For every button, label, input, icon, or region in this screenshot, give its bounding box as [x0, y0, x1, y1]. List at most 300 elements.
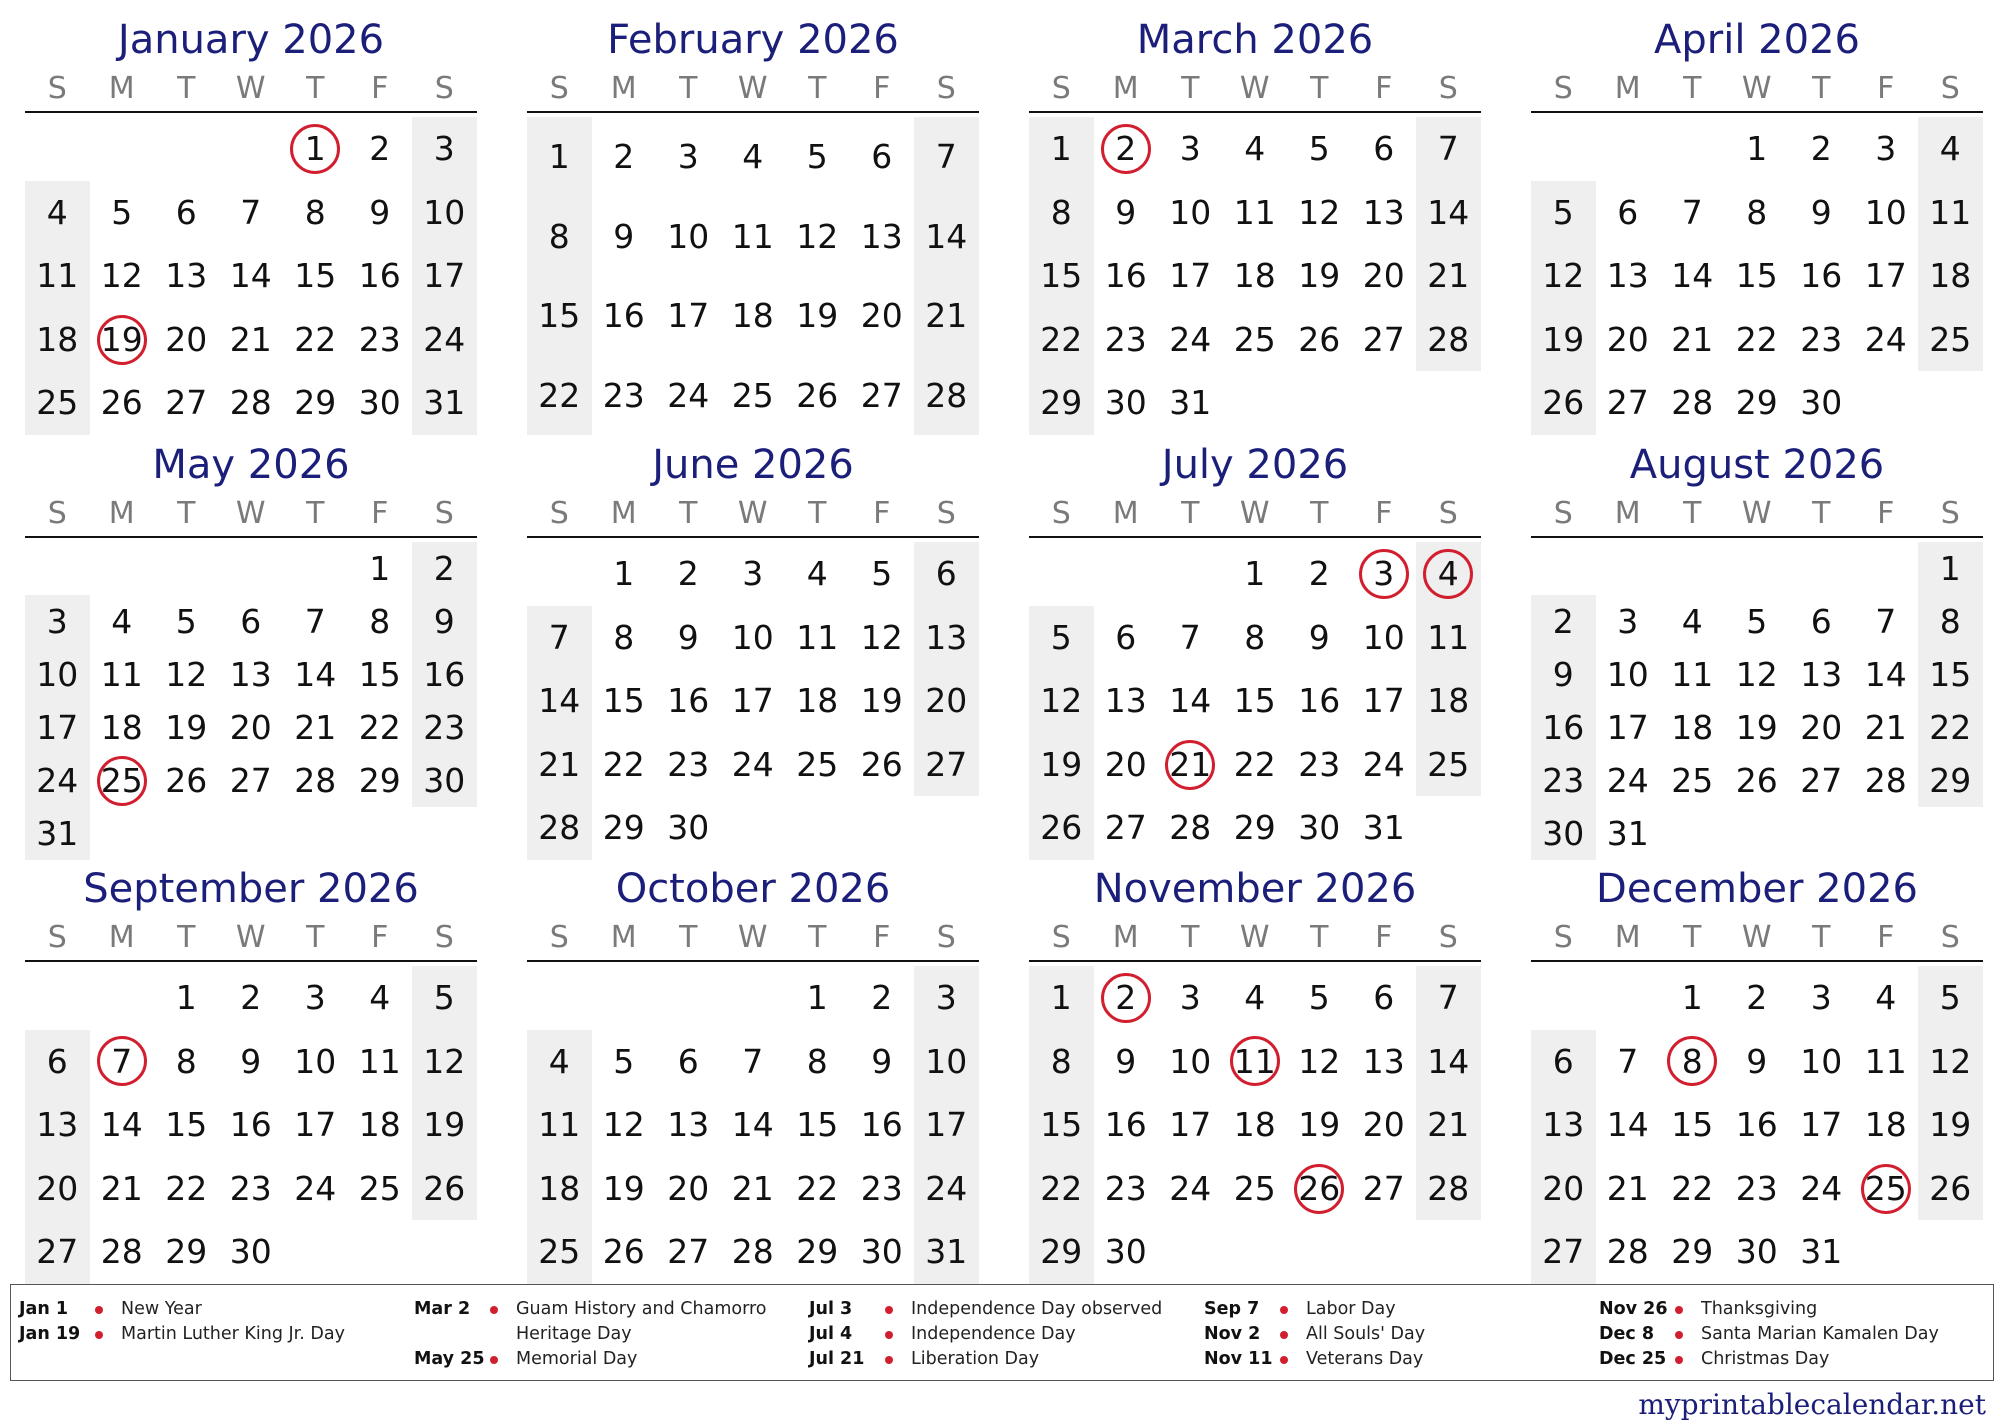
day-cell: 29 — [602, 808, 645, 848]
day-cell: 12 — [1298, 1041, 1341, 1081]
legend-bullet-icon — [1280, 1331, 1288, 1339]
day-cell: 26 — [796, 375, 839, 415]
header-divider — [1029, 111, 1481, 113]
day-cell: 11 — [1427, 617, 1470, 657]
weekday-header: T — [1683, 920, 1702, 955]
day-cell: 25 — [1671, 761, 1714, 800]
day-cell: 30 — [1735, 1232, 1778, 1272]
weekday-header-row — [527, 71, 979, 107]
day-cell: 11 — [1864, 1041, 1907, 1081]
weekday-header: S — [1940, 71, 1960, 106]
day-cell: 1 — [548, 137, 570, 176]
day-cell: 18 — [731, 296, 774, 335]
weekday-header: T — [1310, 496, 1329, 531]
day-cell: 10 — [1169, 192, 1212, 232]
day-cell: 30 — [1104, 1232, 1147, 1272]
weekday-header: F — [873, 496, 891, 531]
legend-date: May 25 — [414, 1349, 485, 1369]
day-cell: 20 — [1542, 1168, 1585, 1208]
day-cell: 16 — [1800, 256, 1843, 296]
day-cell: 15 — [796, 1105, 839, 1145]
day-cell: 29 — [1929, 761, 1972, 800]
day-cell: 26 — [1040, 808, 1083, 848]
day-cell: 19 — [100, 319, 143, 359]
month-title: February 2026 — [607, 17, 899, 63]
day-cell: 5 — [806, 137, 828, 176]
day-cell: 7 — [111, 1041, 133, 1081]
day-cell: 24 — [423, 319, 466, 359]
day-cell: 30 — [667, 808, 710, 848]
weekday-header: F — [371, 71, 389, 106]
day-cell: 13 — [860, 216, 903, 256]
weekday-header: F — [1877, 71, 1895, 106]
day-cell: 17 — [1169, 256, 1212, 296]
day-cell: 10 — [423, 192, 466, 232]
day-cell: 14 — [1671, 256, 1714, 296]
legend-holiday-name: Independence Day — [911, 1324, 1076, 1344]
day-cell: 9 — [240, 1041, 262, 1081]
day-cell: 20 — [1362, 256, 1405, 296]
day-cell: 7 — [548, 617, 570, 657]
day-cell: 22 — [1735, 319, 1778, 359]
day-cell: 25 — [100, 761, 143, 800]
day-cell: 12 — [100, 256, 143, 296]
day-cell: 16 — [602, 296, 645, 335]
weekday-header: S — [549, 71, 569, 106]
day-cell: 11 — [1233, 192, 1276, 232]
day-cell: 10 — [1606, 655, 1649, 694]
legend-holiday-name: Santa Marian Kamalen Day — [1701, 1324, 1939, 1344]
day-cell: 29 — [165, 1232, 208, 1272]
holiday-legend — [10, 1284, 1994, 1381]
day-cell: 6 — [240, 602, 262, 641]
day-cell: 22 — [1671, 1168, 1714, 1208]
day-cell: 19 — [165, 708, 208, 747]
day-cell: 28 — [1671, 383, 1714, 423]
day-cell: 8 — [369, 602, 391, 641]
day-cell: 4 — [369, 978, 391, 1017]
day-cell: 21 — [925, 296, 968, 335]
legend-date: Dec 25 — [1599, 1349, 1667, 1369]
day-cell: 3 — [46, 602, 68, 641]
legend-date: Jul 3 — [809, 1299, 853, 1319]
day-cell: 5 — [111, 192, 133, 232]
day-cell: 24 — [1169, 1168, 1212, 1208]
day-cell: 6 — [1115, 617, 1137, 657]
legend-bullet-icon — [1675, 1356, 1683, 1364]
weekday-header: T — [1812, 71, 1831, 106]
month-block — [1531, 15, 1983, 435]
header-divider — [1531, 960, 1983, 962]
day-cell: 18 — [1671, 708, 1714, 747]
day-cell: 9 — [1115, 192, 1137, 232]
day-cell: 8 — [548, 216, 570, 256]
day-cell: 2 — [1115, 129, 1137, 168]
day-cell: 13 — [36, 1105, 79, 1145]
day-cell: 23 — [602, 375, 645, 415]
weekday-header: S — [936, 920, 956, 955]
legend-bullet-icon — [1280, 1356, 1288, 1364]
day-cell: 25 — [796, 744, 839, 784]
day-cell: 7 — [1437, 978, 1459, 1017]
legend-holiday-name: Memorial Day — [516, 1349, 638, 1369]
day-cell: 22 — [165, 1168, 208, 1208]
day-cell: 26 — [1929, 1168, 1972, 1208]
day-cell: 23 — [358, 319, 401, 359]
day-cell: 29 — [358, 761, 401, 800]
day-cell: 26 — [1735, 761, 1778, 800]
weekday-header: M — [1614, 496, 1641, 531]
day-cell: 28 — [1606, 1232, 1649, 1272]
day-cell: 13 — [1606, 256, 1649, 296]
day-cell: 18 — [1864, 1105, 1907, 1145]
month-title: July 2026 — [1161, 442, 1349, 488]
weekday-header: M — [1614, 71, 1641, 106]
day-cell: 3 — [1617, 602, 1639, 641]
day-cell: 31 — [925, 1232, 968, 1272]
day-cell: 4 — [46, 192, 68, 232]
legend-bullet-icon — [490, 1306, 498, 1314]
day-cell: 2 — [1115, 978, 1137, 1017]
weekday-header: M — [610, 920, 637, 955]
day-cell: 2 — [1810, 129, 1832, 168]
day-cell: 24 — [731, 744, 774, 784]
day-cell: 1 — [1746, 129, 1768, 168]
day-cell: 24 — [1800, 1168, 1843, 1208]
day-cell: 30 — [1298, 808, 1341, 848]
day-cell: 17 — [1169, 1105, 1212, 1145]
day-cell: 23 — [1104, 1168, 1147, 1208]
header-divider — [527, 536, 979, 538]
weekday-header: S — [1051, 71, 1071, 106]
weekday-header-row — [25, 71, 477, 107]
day-cell: 13 — [1362, 1041, 1405, 1081]
weekday-header: S — [1553, 920, 1573, 955]
day-cell: 28 — [229, 383, 272, 423]
legend-date: Jul 21 — [809, 1349, 865, 1369]
day-cell: 3 — [433, 129, 455, 168]
weekday-header: W — [737, 920, 768, 955]
weekday-header: S — [434, 71, 454, 106]
weekday-header: S — [1051, 496, 1071, 531]
day-cell: 25 — [731, 375, 774, 415]
day-cell: 6 — [1617, 192, 1639, 232]
day-cell: 10 — [731, 617, 774, 657]
legend-date: Nov 11 — [1204, 1349, 1273, 1369]
day-cell: 19 — [1040, 744, 1083, 784]
month-block — [527, 440, 979, 860]
day-cell: 1 — [1681, 978, 1703, 1017]
weekday-header-row — [527, 496, 979, 532]
weekday-header: S — [1553, 71, 1573, 106]
site-brand[interactable]: myprintablecalendar.net — [1638, 1388, 1986, 1421]
weekday-header: T — [1812, 496, 1831, 531]
day-cell: 26 — [100, 383, 143, 423]
weekday-header-row — [1531, 920, 1983, 956]
day-cell: 28 — [731, 1232, 774, 1272]
day-cell: 10 — [1864, 192, 1907, 232]
day-cell: 15 — [1040, 256, 1083, 296]
month-block — [527, 864, 979, 1284]
weekday-header: W — [235, 920, 266, 955]
day-cell: 8 — [1050, 192, 1072, 232]
legend-holiday-name: Liberation Day — [911, 1349, 1040, 1369]
day-cell: 15 — [165, 1105, 208, 1145]
day-cell: 2 — [613, 137, 635, 176]
day-cell: 8 — [806, 1041, 828, 1081]
month-block — [1531, 864, 1983, 1284]
legend-bullet-icon — [95, 1306, 103, 1314]
day-cell: 21 — [1864, 708, 1907, 747]
weekday-header: F — [1877, 920, 1895, 955]
weekday-header: S — [434, 496, 454, 531]
weekday-header: M — [1614, 920, 1641, 955]
day-cell: 18 — [1427, 681, 1470, 721]
weekday-header: M — [1112, 920, 1139, 955]
day-cell: 7 — [935, 137, 957, 176]
day-cell: 30 — [358, 383, 401, 423]
day-cell: 24 — [36, 761, 79, 800]
day-cell: 20 — [1800, 708, 1843, 747]
month-block — [1531, 440, 1983, 860]
day-cell: 25 — [538, 1232, 581, 1272]
day-cell: 13 — [667, 1105, 710, 1145]
weekday-header: W — [1741, 496, 1772, 531]
weekday-header-row — [1029, 71, 1481, 107]
weekday-header-row — [25, 920, 477, 956]
legend-bullet-icon — [1675, 1306, 1683, 1314]
day-cell: 15 — [1040, 1105, 1083, 1145]
day-cell: 11 — [358, 1041, 401, 1081]
header-divider — [1531, 111, 1983, 113]
day-cell: 27 — [1800, 761, 1843, 800]
weekday-header: T — [306, 496, 325, 531]
weekday-header: S — [434, 920, 454, 955]
day-cell: 28 — [1169, 808, 1212, 848]
weekday-header: M — [108, 496, 135, 531]
weekday-header: F — [371, 496, 389, 531]
day-cell: 4 — [111, 602, 133, 641]
weekday-header: S — [1940, 496, 1960, 531]
day-cell: 30 — [423, 761, 466, 800]
day-cell: 1 — [1244, 554, 1266, 593]
weekday-header: S — [1940, 920, 1960, 955]
day-cell: 12 — [860, 617, 903, 657]
day-cell: 2 — [677, 554, 699, 593]
day-cell: 23 — [1800, 319, 1843, 359]
legend-holiday-name: Veterans Day — [1306, 1349, 1424, 1369]
day-cell: 7 — [1617, 1041, 1639, 1081]
day-cell: 30 — [229, 1232, 272, 1272]
weekday-header: T — [1683, 496, 1702, 531]
month-title: November 2026 — [1093, 866, 1417, 912]
day-cell: 8 — [1050, 1041, 1072, 1081]
day-cell: 13 — [1542, 1105, 1585, 1145]
day-cell: 16 — [1542, 708, 1585, 747]
month-block — [25, 440, 477, 860]
day-cell: 31 — [1606, 814, 1649, 853]
legend-date: Jan 1 — [19, 1299, 69, 1319]
day-cell: 13 — [1800, 655, 1843, 694]
day-cell: 8 — [1681, 1041, 1703, 1081]
day-cell: 28 — [1864, 761, 1907, 800]
legend-bullet-icon — [885, 1356, 893, 1364]
weekday-header: T — [177, 71, 196, 106]
day-cell: 17 — [667, 296, 710, 335]
day-cell: 27 — [1362, 319, 1405, 359]
legend-holiday-name: New Year — [121, 1299, 202, 1319]
day-cell: 12 — [1735, 655, 1778, 694]
weekday-header: M — [610, 71, 637, 106]
legend-bullet-icon — [490, 1356, 498, 1364]
day-cell: 2 — [1308, 554, 1330, 593]
weekday-header: T — [177, 496, 196, 531]
day-cell: 20 — [860, 296, 903, 335]
legend-holiday-name: Independence Day observed — [911, 1299, 1163, 1319]
day-cell: 17 — [1606, 708, 1649, 747]
weekday-header: F — [1375, 71, 1393, 106]
day-cell: 9 — [369, 192, 391, 232]
day-cell: 27 — [860, 375, 903, 415]
day-cell: 18 — [1929, 256, 1972, 296]
day-cell: 16 — [1735, 1105, 1778, 1145]
day-cell: 14 — [1864, 655, 1907, 694]
day-cell: 9 — [1115, 1041, 1137, 1081]
day-cell: 18 — [36, 319, 79, 359]
weekday-header: F — [873, 920, 891, 955]
month-title: September 2026 — [83, 866, 419, 912]
day-cell: 31 — [1362, 808, 1405, 848]
day-cell: 18 — [796, 681, 839, 721]
day-cell: 29 — [1040, 1232, 1083, 1272]
day-cell: 18 — [1233, 256, 1276, 296]
day-cell: 30 — [860, 1232, 903, 1272]
day-cell: 28 — [1427, 1168, 1470, 1208]
day-cell: 15 — [1233, 681, 1276, 721]
day-cell: 21 — [731, 1168, 774, 1208]
day-cell: 14 — [229, 256, 272, 296]
day-cell: 17 — [731, 681, 774, 721]
day-cell: 11 — [1233, 1041, 1276, 1081]
day-cell: 15 — [1929, 655, 1972, 694]
day-cell: 9 — [1810, 192, 1832, 232]
day-cell: 20 — [165, 319, 208, 359]
legend-bullet-icon — [1280, 1306, 1288, 1314]
weekday-header: W — [1239, 71, 1270, 106]
day-cell: 26 — [1298, 1168, 1341, 1208]
day-cell: 26 — [860, 744, 903, 784]
month-title: October 2026 — [615, 866, 891, 912]
day-cell: 10 — [667, 216, 710, 256]
month-block — [1029, 440, 1481, 860]
day-cell: 25 — [1864, 1168, 1907, 1208]
legend-holiday-name: Guam History and Chamorro — [516, 1299, 767, 1319]
day-cell: 2 — [1746, 978, 1768, 1017]
weekday-header: S — [549, 496, 569, 531]
weekday-header: S — [47, 71, 67, 106]
day-cell: 8 — [1244, 617, 1266, 657]
day-cell: 17 — [1864, 256, 1907, 296]
day-cell: 23 — [1104, 319, 1147, 359]
day-cell: 20 — [667, 1168, 710, 1208]
day-cell: 16 — [1298, 681, 1341, 721]
month-title: January 2026 — [117, 17, 385, 63]
month-block — [25, 864, 477, 1284]
day-cell: 24 — [925, 1168, 968, 1208]
day-cell: 7 — [1875, 602, 1897, 641]
day-cell: 3 — [1179, 978, 1201, 1017]
legend-date: Dec 8 — [1599, 1324, 1655, 1344]
day-cell: 1 — [613, 554, 635, 593]
legend-date: Jan 19 — [19, 1324, 81, 1344]
day-cell: 14 — [1169, 681, 1212, 721]
weekday-header: T — [1812, 920, 1831, 955]
day-cell: 21 — [1427, 1105, 1470, 1145]
day-cell: 3 — [1875, 129, 1897, 168]
legend-date: Jul 4 — [809, 1324, 853, 1344]
day-cell: 19 — [1929, 1105, 1972, 1145]
weekday-header: F — [1877, 496, 1895, 531]
day-cell: 15 — [1735, 256, 1778, 296]
weekday-header: M — [610, 496, 637, 531]
day-cell: 28 — [925, 375, 968, 415]
day-cell: 23 — [423, 708, 466, 747]
weekday-header: W — [737, 71, 768, 106]
day-cell: 25 — [1427, 744, 1470, 784]
day-cell: 24 — [1864, 319, 1907, 359]
day-cell: 25 — [1233, 1168, 1276, 1208]
day-cell: 12 — [602, 1105, 645, 1145]
weekday-header: W — [1239, 920, 1270, 955]
day-cell: 30 — [1800, 383, 1843, 423]
day-cell: 4 — [1437, 554, 1459, 593]
weekday-header: S — [1438, 71, 1458, 106]
day-cell: 9 — [1308, 617, 1330, 657]
weekday-header-row — [1029, 496, 1481, 532]
weekday-header: M — [108, 71, 135, 106]
header-divider — [527, 960, 979, 962]
legend-holiday-name: Thanksgiving — [1701, 1299, 1818, 1319]
day-cell: 14 — [1606, 1105, 1649, 1145]
day-cell: 13 — [1104, 681, 1147, 721]
day-cell: 29 — [1233, 808, 1276, 848]
day-cell: 24 — [294, 1168, 337, 1208]
day-cell: 12 — [1542, 256, 1585, 296]
day-cell: 15 — [294, 256, 337, 296]
day-cell: 8 — [1746, 192, 1768, 232]
day-cell: 22 — [1040, 319, 1083, 359]
day-cell: 29 — [1040, 383, 1083, 423]
weekday-header: S — [549, 920, 569, 955]
day-cell: 5 — [871, 554, 893, 593]
day-cell: 20 — [229, 708, 272, 747]
day-cell: 8 — [613, 617, 635, 657]
day-cell: 4 — [1244, 978, 1266, 1017]
weekday-header: S — [1051, 920, 1071, 955]
day-cell: 21 — [100, 1168, 143, 1208]
day-cell: 4 — [1875, 978, 1897, 1017]
weekday-header: T — [679, 71, 698, 106]
day-cell: 11 — [1671, 655, 1714, 694]
day-cell: 11 — [731, 216, 774, 256]
day-cell: 27 — [1104, 808, 1147, 848]
day-cell: 3 — [935, 978, 957, 1017]
legend-bullet-icon — [885, 1331, 893, 1339]
weekday-header: W — [1239, 496, 1270, 531]
day-cell: 28 — [294, 761, 337, 800]
month-block — [1029, 864, 1481, 1284]
weekday-header: F — [371, 920, 389, 955]
